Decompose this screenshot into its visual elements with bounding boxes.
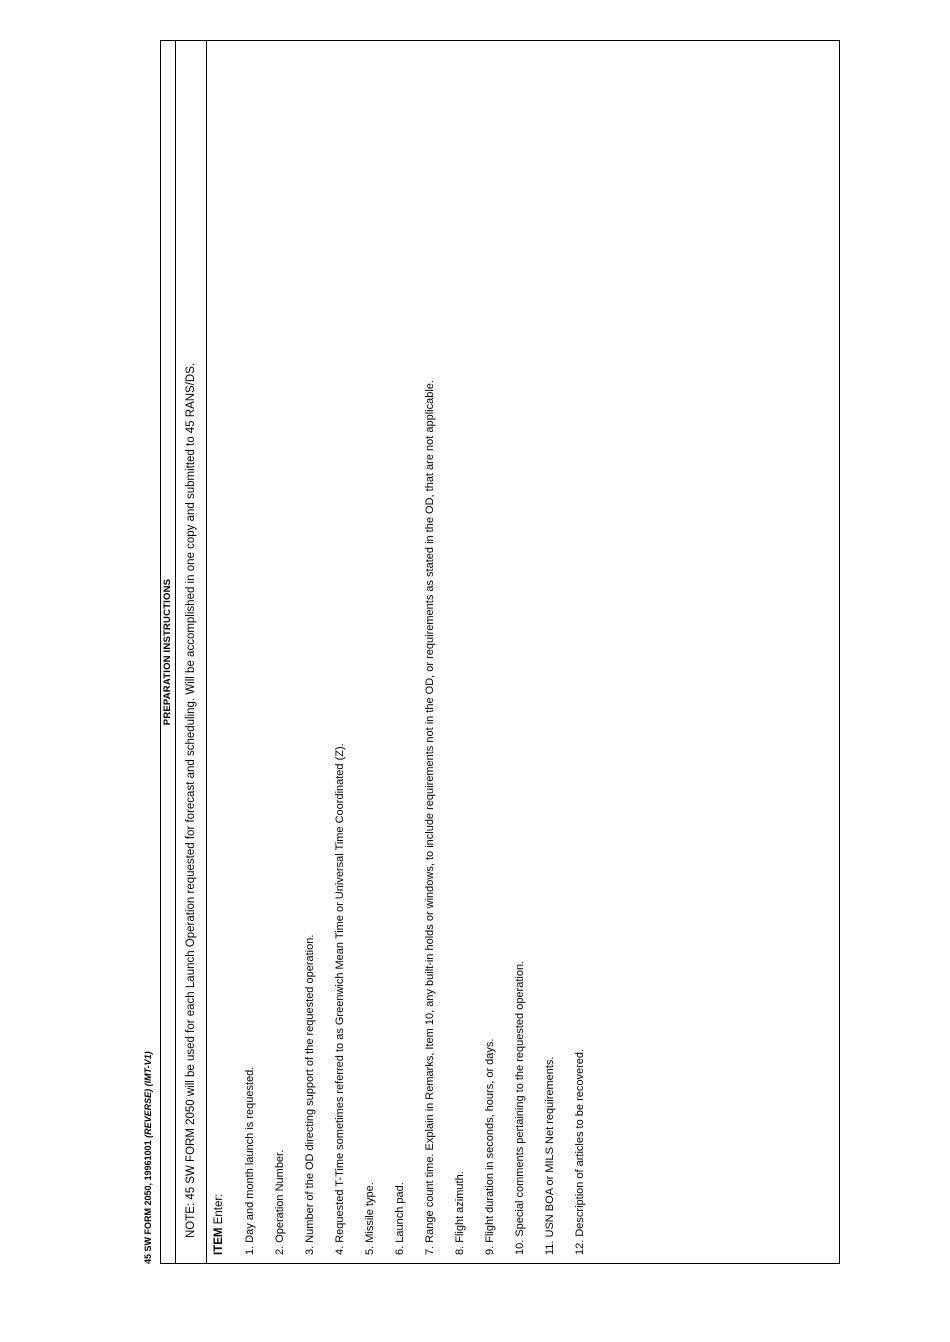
- list-item: 8. Flight azimuth.: [454, 1171, 466, 1255]
- form-frame: [160, 40, 840, 1264]
- list-item: 3. Number of the OD directing support of the requested operation.: [304, 934, 316, 1255]
- note-row: [176, 41, 207, 1263]
- footer-main: 45 SW FORM 2050, 19961001: [143, 1137, 153, 1264]
- item-header: [213, 1194, 225, 1255]
- list-item: 12. Description of articles to be recovered.: [574, 1048, 586, 1255]
- list-item: 2. Operation Number.: [274, 1149, 286, 1255]
- list-item: 4. Requested T-Time sometimes referred to as Greenwich Mean Time or Universal Time Coordinated (Z).: [334, 743, 346, 1255]
- footer-italic: (REVERSE) (IMT-V1): [143, 1051, 153, 1138]
- items-area: [207, 41, 839, 1263]
- list-item: 5. Missile type.: [364, 1182, 376, 1255]
- item-list: [243, 380, 603, 1255]
- list-item: 9. Flight duration in seconds, hours, or days.: [484, 1038, 496, 1255]
- note-text: NOTE: 45 SW FORM 2050 will be used for each Launch Operation requested for forecast and scheduling. Will be accomplished in one copy and submitted to 45 RANS/DS.: [185, 362, 197, 1238]
- list-item: 10. Special comments pertaining to the requested operation.: [514, 960, 526, 1255]
- list-item: 1. Day and month launch is requested.: [244, 1066, 256, 1255]
- list-item: 11. USN BOA or MILS Net requirements.: [544, 1056, 556, 1255]
- item-header-bold: ITEM: [213, 1227, 225, 1255]
- form-title: PREPARATION INSTRUCTIONS: [161, 41, 176, 1263]
- list-item: 6. Launch pad.: [394, 1182, 406, 1255]
- list-item: 7. Range count time. Explain in Remarks, Item 10, any built-in holds or windows, to include requirements not in the OD, or requirements as stated in the OD, that are not applicable.: [424, 380, 436, 1255]
- item-header-rest: Enter:: [213, 1193, 225, 1228]
- form-footer: [143, 1051, 153, 1264]
- rotated-form-page: [160, 40, 840, 1264]
